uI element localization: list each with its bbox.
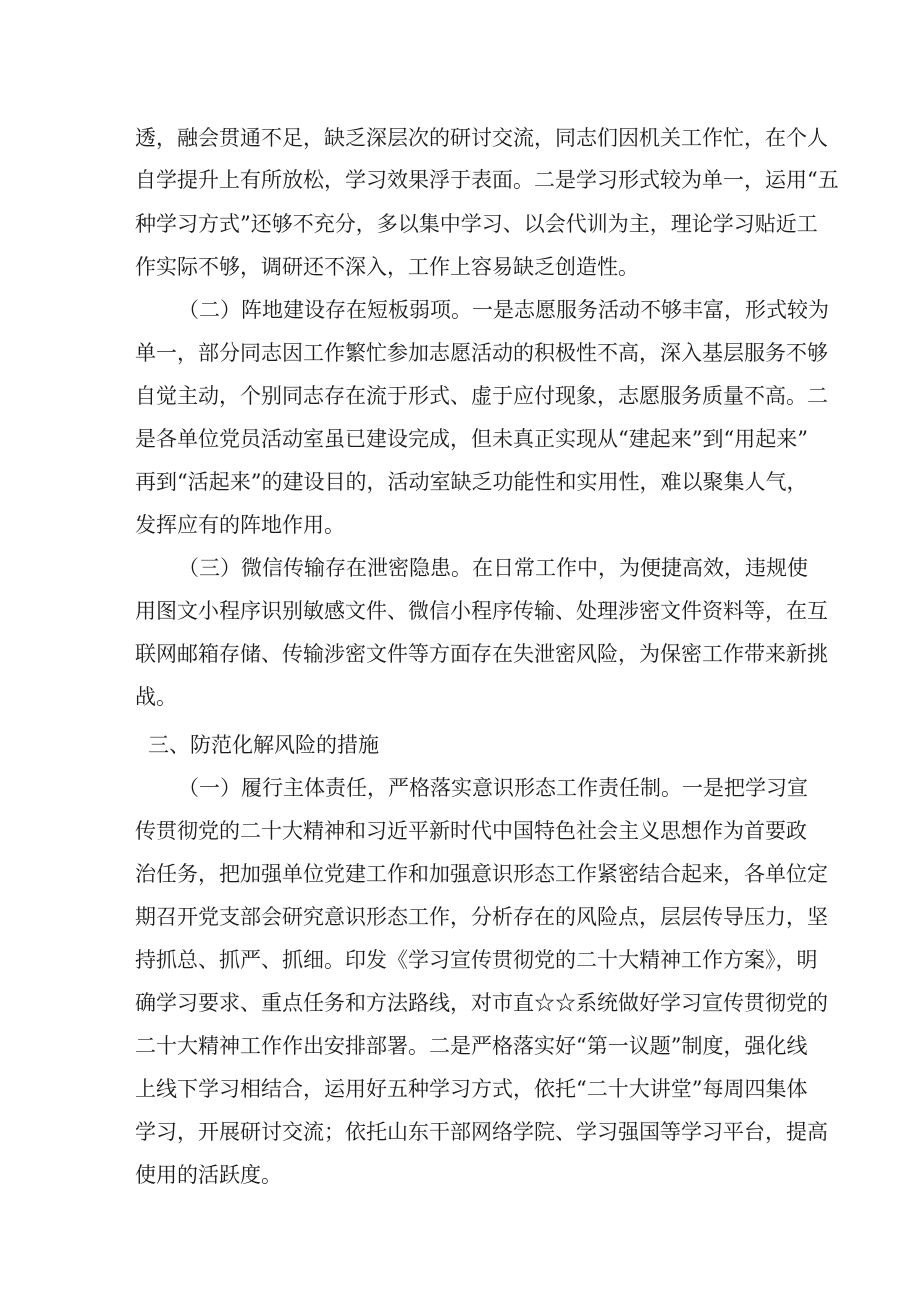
text-line: 持抓总、抓严、抓细。印发《学习宣传贯彻党的二十大精神工作方案》，明 — [135, 948, 818, 972]
text-line: 透，融会贯通不足，缺乏深层次的研讨交流，同志们因机关工作忙，在个人 — [135, 126, 828, 150]
text-line: 种学习方式”还够不充分，多以集中学习、以会代训为主，理论学习贴近工 — [135, 212, 818, 236]
text-line: 上线下学习相结合，运用好五种学习方式，依托“二十大讲堂”每周四集体 — [135, 1077, 808, 1101]
text-line: 作实际不够，调研还不深入，工作上容易缺乏创造性。 — [135, 255, 639, 279]
text-line: 治任务，把加强单位党建工作和加强意识形态工作紧密结合起来，各单位定 — [135, 862, 828, 886]
text-line: 单一，部分同志因工作繁忙参加志愿活动的积极性不高，深入基层服务不够 — [135, 341, 828, 365]
text-line: 自觉主动，个别同志存在流于形式、虚于应付现象，志愿服务质量不高。二 — [135, 384, 828, 408]
text-line: 传贯彻党的二十大精神和习近平新时代中国特色社会主义思想作为首要政 — [135, 819, 807, 843]
text-line: 是各单位党员活动室虽已建设完成，但未真正实现从“建起来”到“用起来” — [135, 427, 808, 451]
text-line: （二）阵地建设存在短板弱项。一是志愿服务活动不够丰富，形式较为 — [178, 298, 829, 322]
text-line: 期召开党支部会研究意识形态工作，分析存在的风险点，层层传导压力，坚 — [135, 905, 828, 929]
text-line: 用图文小程序识别敏感文件、微信小程序传输、处理涉密文件资料等，在互 — [135, 599, 828, 623]
text-line: （一）履行主体责任，严格落实意识形态工作责任制。一是把学习宣 — [178, 776, 808, 800]
text-line: 自学提升上有所放松，学习效果浮于表面。二是学习形式较为单一，运用“五 — [135, 168, 839, 192]
text-line: （三）微信传输存在泄密隐患。在日常工作中，为便捷高效，违规使 — [178, 556, 808, 580]
text-line: 使用的活跃度。 — [135, 1163, 282, 1187]
text-line: 战。 — [135, 685, 177, 709]
text-line: 联网邮箱存储、传输涉密文件等方面存在失泄密风险，为保密工作带来新挑 — [135, 642, 828, 666]
text-line: 学习，开展研讨交流；依托山东干部网络学院、学习强国等学习平台，提高 — [135, 1120, 828, 1144]
text-line: 发挥应有的阵地作用。 — [135, 513, 345, 537]
text-line: 确学习要求、重点任务和方法路线，对市直☆☆系统做好学习宣传贯彻党的 — [135, 991, 828, 1015]
text-line: 二十大精神工作作出安排部署。二是严格落实好“第一议题”制度，强化线 — [135, 1034, 808, 1058]
section-heading: 三、防范化解风险的措施 — [148, 733, 379, 757]
text-line: 再到“活起来”的建设目的，活动室缺乏功能性和实用性，难以聚集人气， — [135, 470, 808, 494]
